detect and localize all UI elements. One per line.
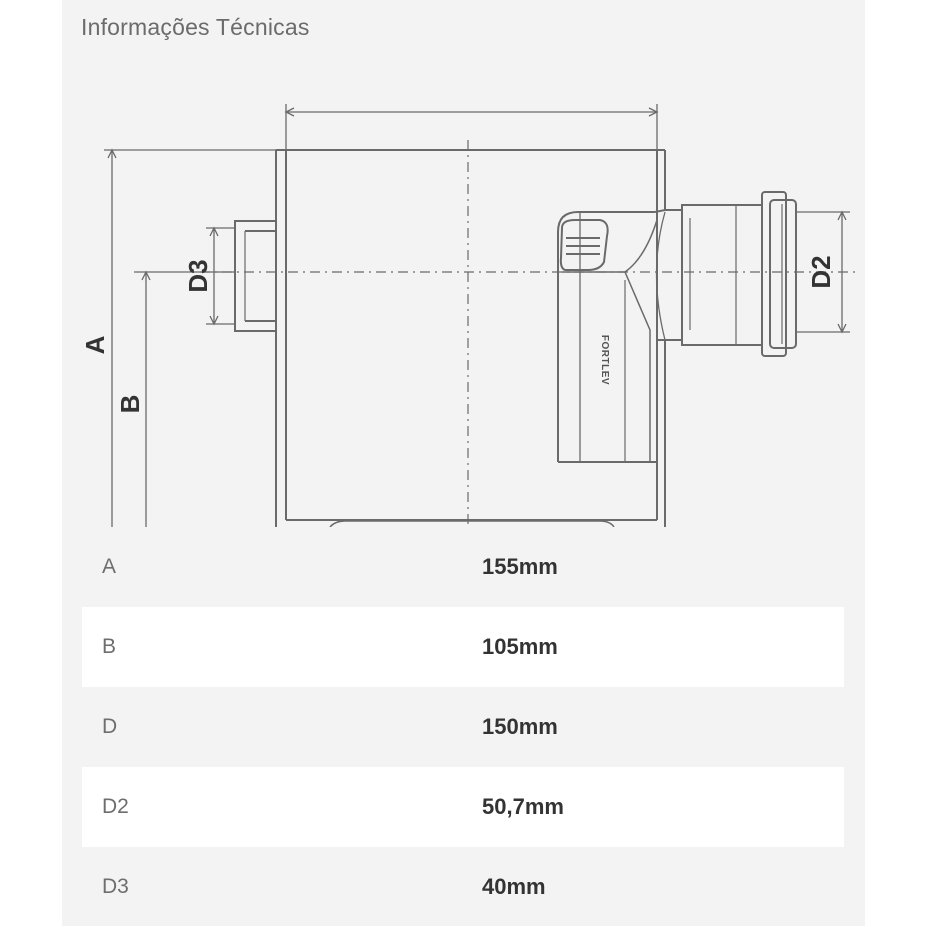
specs-table [82, 527, 844, 927]
dimension-line-d [286, 104, 657, 150]
spec-value: 105mm [482, 634, 558, 659]
spec-label: D3 [102, 875, 129, 898]
section-title: Informações Técnicas [81, 14, 310, 40]
spec-row-d2 [82, 767, 844, 847]
spec-row-d3 [82, 847, 844, 927]
grip-handle-icon [561, 220, 608, 270]
spec-row-b [82, 607, 844, 687]
label-b: B [115, 394, 145, 414]
spec-label: D [102, 715, 118, 738]
spec-row-a [82, 527, 844, 607]
spec-value: 155mm [482, 554, 558, 579]
spec-value: 50,7mm [482, 794, 564, 819]
label-d3: D3 [183, 259, 213, 293]
spec-label: B [102, 635, 117, 658]
label-d2: D2 [806, 255, 836, 289]
dimension-line-b [134, 272, 235, 527]
spec-label: A [102, 555, 117, 578]
spec-label: D2 [102, 795, 129, 818]
label-a: A [80, 335, 110, 355]
right-outlet [655, 192, 796, 356]
dimension-line-a [104, 150, 276, 527]
spec-row-d [82, 687, 844, 767]
left-inlet [235, 221, 276, 331]
technical-drawing [62, 90, 862, 527]
spec-value: 150mm [482, 714, 558, 739]
brand-logo-text: FORTLEV [599, 334, 610, 386]
spec-value: 40mm [482, 874, 546, 899]
